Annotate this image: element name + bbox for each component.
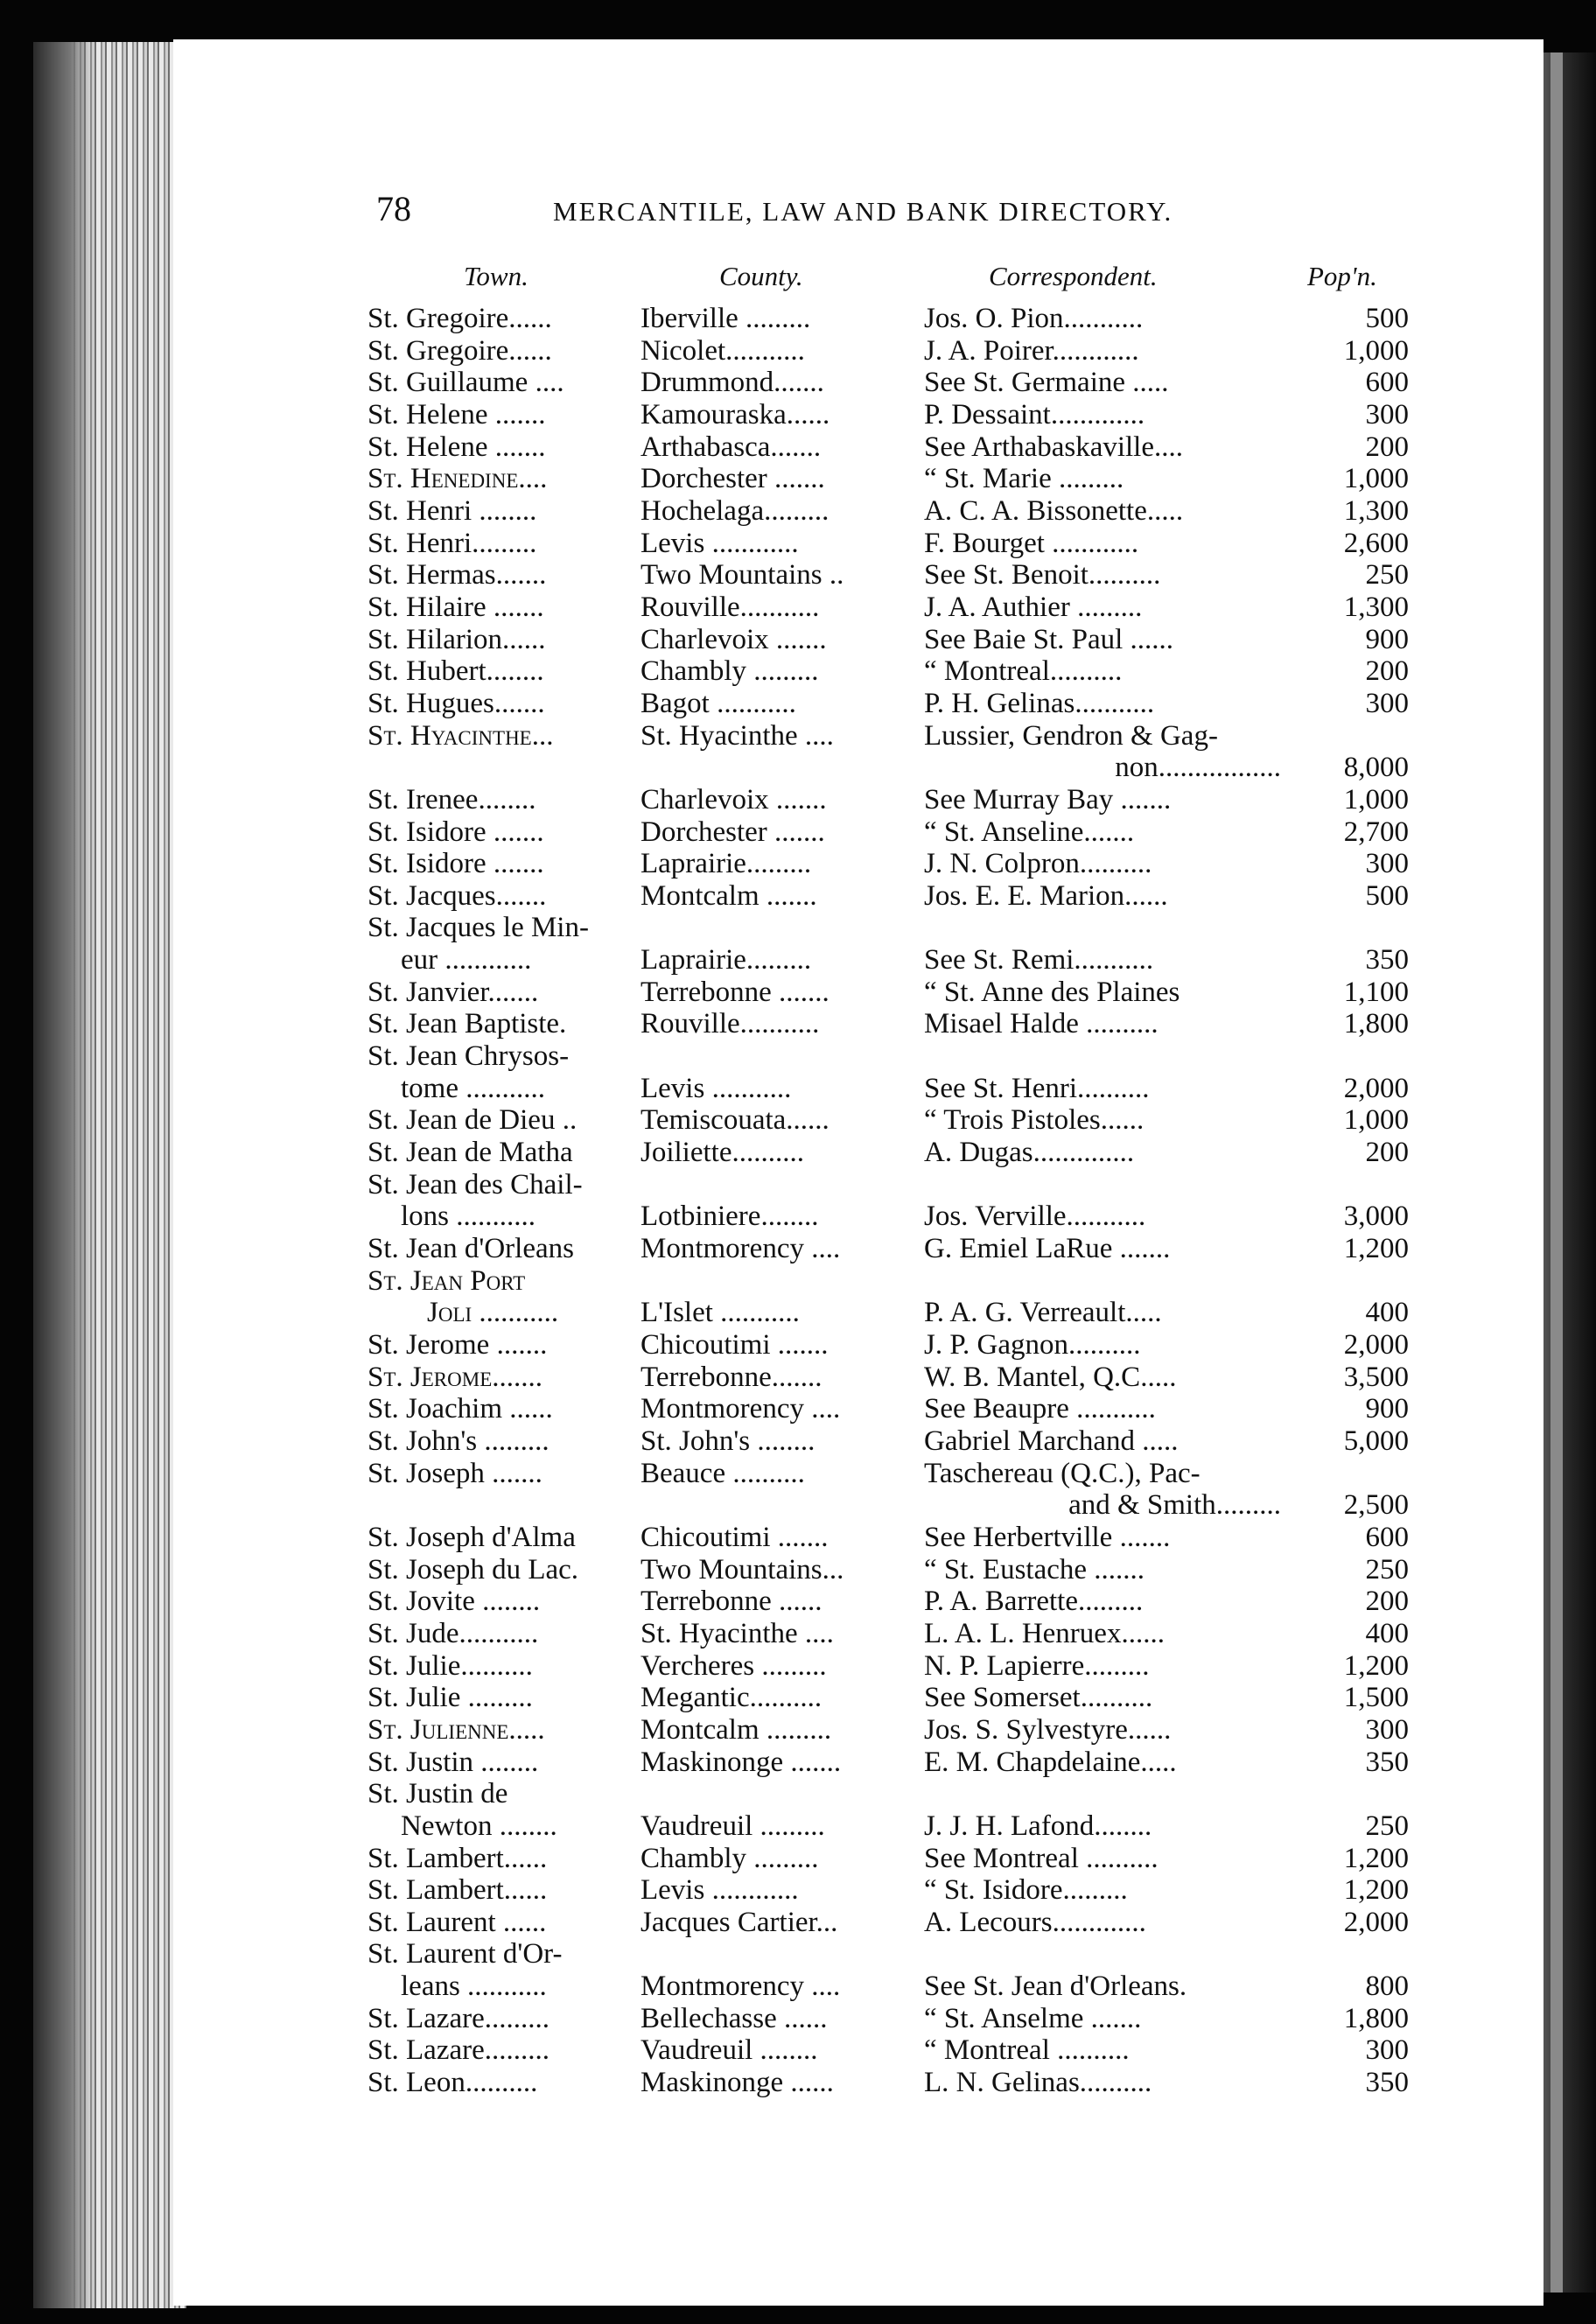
correspondent-cell: See St. Jean d'Orleans.	[924, 1970, 1187, 2003]
town-cell: St. Julienne.....	[368, 1713, 545, 1746]
town-cell: St. Hilarion......	[368, 623, 546, 655]
table-row	[0, 1586, 1596, 1618]
table-row	[0, 2034, 1596, 2067]
town-cell: Newton ........	[401, 1810, 557, 1842]
county-cell: Levis ............	[640, 527, 799, 559]
table-row	[0, 2067, 1596, 2099]
table-row	[0, 816, 1596, 849]
table-row	[0, 1393, 1596, 1425]
town-cell: St. Jean Chrysos-	[368, 1040, 570, 1073]
county-cell: Two Mountains...	[640, 1553, 844, 1586]
county-cell: Montmorency ....	[640, 1393, 841, 1425]
running-head: MERCANTILE, LAW AND BANK DIRECTORY.	[553, 196, 1173, 227]
population-cell: 900	[1365, 1393, 1409, 1425]
town-cell: St. Guillaume ....	[368, 367, 564, 399]
town-cell: St. Isidore .......	[368, 816, 544, 848]
table-row	[0, 1040, 1596, 1073]
county-cell: Chambly .........	[640, 655, 819, 688]
table-row	[0, 688, 1596, 720]
town-cell: St. Justin de	[368, 1778, 508, 1810]
correspondent-cell: See St. Henri..........	[924, 1072, 1150, 1104]
population-cell: 500	[1365, 303, 1409, 334]
county-cell: Montmorency ....	[640, 1970, 841, 2003]
county-cell: Montmorency ....	[640, 1233, 841, 1265]
page-number: 78	[376, 189, 411, 228]
population-cell: 5,000	[1343, 1424, 1409, 1457]
county-cell: Terrebonne ......	[640, 1586, 822, 1618]
correspondent-cell: See St. Benoit..........	[924, 559, 1161, 592]
correspondent-cell: J. A. Authier .........	[924, 591, 1143, 623]
population-cell: 250	[1365, 1553, 1409, 1586]
county-cell: Jacques Cartier...	[640, 1906, 838, 1938]
town-cell: St. Gregoire......	[368, 303, 552, 334]
population-cell: 300	[1365, 687, 1409, 719]
table-row	[0, 1329, 1596, 1362]
population-cell: 1,000	[1343, 1104, 1409, 1137]
correspondent-cell: Jos. O. Pion...........	[924, 303, 1144, 334]
table-row	[0, 1938, 1596, 1970]
table-row	[0, 1008, 1596, 1040]
county-cell: St. John's ........	[640, 1424, 816, 1457]
correspondent-cell: A. C. A. Bissonette.....	[924, 494, 1184, 527]
town-cell: St. Laurent ......	[368, 1906, 547, 1938]
county-cell: Levis ............	[640, 1874, 799, 1907]
correspondent-cell: L. A. L. Henruex......	[924, 1617, 1165, 1649]
column-header-town: Town.	[464, 261, 528, 291]
town-cell: St. Joseph du Lac.	[368, 1553, 579, 1586]
town-cell: St. Jean Baptiste.	[368, 1008, 567, 1040]
table-row	[0, 399, 1596, 431]
correspondent-cell: E. M. Chapdelaine.....	[924, 1746, 1177, 1778]
population-cell: 1,200	[1343, 1649, 1409, 1682]
town-cell: St. Jean d'Orleans	[368, 1233, 574, 1265]
table-row	[0, 944, 1596, 976]
table-row	[0, 784, 1596, 816]
table-row	[0, 1489, 1596, 1522]
town-cell: St. Gregoire......	[368, 334, 552, 367]
table-row	[0, 880, 1596, 913]
correspondent-cell: See Herbertville .......	[924, 1521, 1171, 1553]
town-cell: St. Hyacinthe...	[368, 719, 554, 752]
town-cell: St. Henri.........	[368, 527, 537, 559]
town-cell: St. John's .........	[368, 1424, 550, 1457]
population-cell: 8,000	[1343, 752, 1409, 784]
county-cell: Rouville...........	[640, 1008, 820, 1040]
population-cell: 200	[1365, 430, 1409, 463]
town-cell: Joli ...........	[427, 1297, 559, 1329]
table-row	[0, 1650, 1596, 1683]
population-cell: 800	[1365, 1970, 1409, 2003]
county-cell: Montcalm .......	[640, 879, 817, 912]
correspondent-cell: J. P. Gagnon..........	[924, 1329, 1141, 1361]
county-cell: Nicolet...........	[640, 334, 805, 367]
correspondent-cell: “ St. Anseline.......	[924, 816, 1135, 848]
population-cell: 1,100	[1343, 976, 1409, 1008]
county-cell: Hochelaga.........	[640, 494, 830, 527]
town-cell: St. Lazare.........	[368, 2002, 550, 2034]
table-row	[0, 1073, 1596, 1105]
correspondent-cell: A. Dugas..............	[924, 1137, 1135, 1169]
county-cell: Temiscouata......	[640, 1104, 830, 1137]
correspondent-cell: See St. Germaine .....	[924, 367, 1169, 399]
population-cell: 1,300	[1343, 591, 1409, 623]
table-row	[0, 655, 1596, 688]
table-row	[0, 1297, 1596, 1329]
county-cell: Iberville .........	[640, 303, 811, 334]
town-cell: St. Irenee........	[368, 783, 536, 816]
town-cell: St. Helene .......	[368, 398, 546, 430]
table-row	[0, 1522, 1596, 1554]
correspondent-cell: Jos. Verville...........	[924, 1200, 1146, 1233]
table-row	[0, 1907, 1596, 1939]
table-row	[0, 624, 1596, 656]
table-row	[0, 559, 1596, 592]
correspondent-cell: “ St. Isidore.........	[924, 1874, 1128, 1907]
town-cell: St. Lambert......	[368, 1874, 548, 1907]
population-cell: 1,300	[1343, 494, 1409, 527]
town-cell: St. Jean Port	[368, 1264, 526, 1297]
county-cell: L'Islet ...........	[640, 1297, 800, 1329]
county-cell: Chicoutimi .......	[640, 1329, 829, 1361]
column-header-population: Pop'n.	[1307, 261, 1377, 291]
directory-table	[0, 303, 1596, 2099]
county-cell: Lotbiniere........	[640, 1200, 819, 1233]
county-cell: Levis ...........	[640, 1072, 792, 1104]
correspondent-cell: “ St. Anselme .......	[924, 2002, 1142, 2034]
town-cell: St. Lazare.........	[368, 2034, 550, 2067]
town-cell: tome ...........	[401, 1072, 545, 1104]
table-row	[0, 1265, 1596, 1298]
correspondent-cell: J. A. Poirer............	[924, 334, 1139, 367]
county-cell: Joiliette..........	[640, 1137, 804, 1169]
table-row	[0, 1169, 1596, 1201]
population-cell: 200	[1365, 655, 1409, 688]
population-cell: 1,000	[1343, 783, 1409, 816]
correspondent-cell: “ Montreal..........	[924, 655, 1123, 688]
population-cell: 250	[1365, 559, 1409, 592]
correspondent-cell: Lussier, Gendron & Gag-	[924, 719, 1218, 752]
population-cell: 1,200	[1343, 1233, 1409, 1265]
town-cell: St. Leon..........	[368, 2067, 538, 2099]
county-cell: Terrebonne .......	[640, 976, 830, 1008]
correspondent-cell: See Somerset..........	[924, 1682, 1153, 1714]
population-cell: 300	[1365, 398, 1409, 430]
county-cell: Montcalm .........	[640, 1713, 832, 1746]
correspondent-cell: “ St. Anne des Plaines	[924, 976, 1180, 1008]
correspondent-cell: Gabriel Marchand .....	[924, 1424, 1179, 1457]
town-cell: St. Joseph .......	[368, 1457, 542, 1489]
town-cell: St. Hilaire .......	[368, 591, 544, 623]
correspondent-cell: P. H. Gelinas...........	[924, 687, 1155, 719]
town-cell: St. Jean de Dieu ..	[368, 1104, 578, 1137]
population-cell: 1,000	[1343, 463, 1409, 495]
table-row	[0, 303, 1596, 335]
population-cell: 300	[1365, 848, 1409, 880]
town-cell: St. Laurent d'Or-	[368, 1938, 563, 1970]
correspondent-cell: L. N. Gelinas..........	[924, 2067, 1152, 2099]
population-cell: 1,800	[1343, 2002, 1409, 2034]
correspondent-cell: J. J. H. Lafond........	[924, 1810, 1152, 1842]
table-row	[0, 720, 1596, 752]
table-row	[0, 1362, 1596, 1394]
county-cell: Bagot ...........	[640, 687, 796, 719]
table-row	[0, 2003, 1596, 2035]
table-row	[0, 976, 1596, 1009]
town-cell: St. Julie..........	[368, 1649, 533, 1682]
county-cell: Charlevoix .......	[640, 623, 827, 655]
correspondent-cell: and & Smith.........	[1068, 1489, 1281, 1522]
table-row	[0, 1458, 1596, 1490]
correspondent-cell: Misael Halde ..........	[924, 1008, 1158, 1040]
town-cell: St. Hubert........	[368, 655, 544, 688]
column-header-county: County.	[719, 261, 803, 291]
town-cell: St. Jude...........	[368, 1617, 539, 1649]
county-cell: Vaudreuil .........	[640, 1810, 825, 1842]
population-cell: 300	[1365, 2034, 1409, 2067]
town-cell: leans ...........	[401, 1970, 547, 2003]
table-row	[0, 1425, 1596, 1458]
table-row	[0, 1104, 1596, 1137]
table-row	[0, 367, 1596, 399]
population-cell: 500	[1365, 879, 1409, 912]
table-row	[0, 1778, 1596, 1810]
population-cell: 3,000	[1343, 1200, 1409, 1233]
population-cell: 900	[1365, 623, 1409, 655]
table-row	[0, 463, 1596, 495]
population-cell: 2,000	[1343, 1072, 1409, 1104]
town-cell: St. Joachim ......	[368, 1393, 553, 1425]
population-cell: 250	[1365, 1810, 1409, 1842]
correspondent-cell: Taschereau (Q.C.), Pac-	[924, 1457, 1200, 1489]
table-row	[0, 912, 1596, 944]
correspondent-cell: P. Dessaint.............	[924, 398, 1145, 430]
correspondent-cell: “ St. Marie .........	[924, 463, 1124, 495]
population-cell: 200	[1365, 1137, 1409, 1169]
column-header-correspondent: Correspondent.	[989, 261, 1158, 291]
town-cell: St. Jacques.......	[368, 879, 547, 912]
correspondent-cell: non.................	[1115, 752, 1281, 784]
population-cell: 2,500	[1343, 1489, 1409, 1522]
town-cell: St. Hermas.......	[368, 559, 547, 592]
correspondent-cell: W. B. Mantel, Q.C.....	[924, 1361, 1177, 1393]
correspondent-cell: J. N. Colpron..........	[924, 848, 1152, 880]
county-cell: Chambly .........	[640, 1842, 819, 1874]
town-cell: St. Jerome .......	[368, 1329, 548, 1361]
correspondent-cell: See Arthabaskaville....	[924, 430, 1184, 463]
correspondent-cell: P. A. G. Verreault.....	[924, 1297, 1162, 1329]
table-row	[0, 528, 1596, 560]
population-cell: 350	[1365, 1746, 1409, 1778]
population-cell: 2,000	[1343, 1906, 1409, 1938]
correspondent-cell: See Montreal ..........	[924, 1842, 1158, 1874]
county-cell: St. Hyacinthe ....	[640, 719, 834, 752]
county-cell: Vaudreuil ........	[640, 2034, 818, 2067]
correspondent-cell: “ St. Eustache .......	[924, 1553, 1145, 1586]
county-cell: Laprairie.........	[640, 848, 812, 880]
county-cell: Beauce ..........	[640, 1457, 805, 1489]
town-cell: St. Jean de Matha	[368, 1137, 573, 1169]
table-row	[0, 495, 1596, 528]
population-cell: 350	[1365, 944, 1409, 976]
county-cell: Maskinonge .......	[640, 1746, 842, 1778]
correspondent-cell: See St. Remi...........	[924, 944, 1154, 976]
town-cell: St. Joseph d'Alma	[368, 1521, 576, 1553]
table-row	[0, 335, 1596, 368]
correspondent-cell: G. Emiel LaRue .......	[924, 1233, 1171, 1265]
county-cell: Megantic..........	[640, 1682, 822, 1714]
population-cell: 1,000	[1343, 334, 1409, 367]
county-cell: Two Mountains ..	[640, 559, 844, 592]
population-cell: 600	[1365, 367, 1409, 399]
town-cell: St. Lambert......	[368, 1842, 548, 1874]
correspondent-cell: F. Bourget ............	[924, 527, 1139, 559]
town-cell: St. Hugues.......	[368, 687, 545, 719]
county-cell: Maskinonge ......	[640, 2067, 834, 2099]
table-row	[0, 752, 1596, 784]
table-row	[0, 1970, 1596, 2003]
population-cell: 2,700	[1343, 816, 1409, 848]
table-row	[0, 1233, 1596, 1265]
table-row	[0, 1200, 1596, 1233]
county-cell: Bellechasse ......	[640, 2002, 828, 2034]
population-cell: 200	[1365, 1586, 1409, 1618]
table-row	[0, 848, 1596, 880]
population-cell: 300	[1365, 1713, 1409, 1746]
population-cell: 400	[1365, 1617, 1409, 1649]
county-cell: Laprairie.........	[640, 944, 812, 976]
correspondent-cell: See Baie St. Paul ......	[924, 623, 1174, 655]
table-row	[0, 1843, 1596, 1875]
table-row	[0, 1810, 1596, 1843]
table-row	[0, 1874, 1596, 1907]
correspondent-cell: See Beaupre ...........	[924, 1393, 1156, 1425]
correspondent-cell: Jos. S. Sylvestyre......	[924, 1713, 1172, 1746]
county-cell: Dorchester .......	[640, 816, 825, 848]
town-cell: St. Janvier.......	[368, 976, 539, 1008]
population-cell: 1,200	[1343, 1842, 1409, 1874]
county-cell: Arthabasca.......	[640, 430, 822, 463]
table-row	[0, 1554, 1596, 1586]
town-cell: St. Julie .........	[368, 1682, 533, 1714]
town-cell: St. Jacques le Min-	[368, 912, 589, 944]
town-cell: St. Isidore .......	[368, 848, 544, 880]
town-cell: St. Jovite ........	[368, 1586, 541, 1618]
county-cell: Kamouraska......	[640, 398, 830, 430]
town-cell: eur ............	[401, 944, 532, 976]
table-row	[0, 592, 1596, 624]
town-cell: St. Helene .......	[368, 430, 546, 463]
town-cell: St. Justin ........	[368, 1746, 539, 1778]
town-cell: St. Jean des Chail-	[368, 1168, 583, 1200]
county-cell: St. Hyacinthe ....	[640, 1617, 834, 1649]
population-cell: 2,000	[1343, 1329, 1409, 1361]
population-cell: 1,500	[1343, 1682, 1409, 1714]
county-cell: Vercheres .........	[640, 1649, 827, 1682]
correspondent-cell: “ Montreal ..........	[924, 2034, 1130, 2067]
correspondent-cell: N. P. Lapierre.........	[924, 1649, 1150, 1682]
table-row	[0, 1137, 1596, 1169]
population-cell: 1,200	[1343, 1874, 1409, 1907]
county-cell: Chicoutimi .......	[640, 1521, 829, 1553]
table-row	[0, 1714, 1596, 1746]
population-cell: 350	[1365, 2067, 1409, 2099]
population-cell: 600	[1365, 1521, 1409, 1553]
population-cell: 1,800	[1343, 1008, 1409, 1040]
town-cell: lons ...........	[401, 1200, 536, 1233]
county-cell: Drummond.......	[640, 367, 824, 399]
population-cell: 400	[1365, 1297, 1409, 1329]
county-cell: Rouville...........	[640, 591, 820, 623]
correspondent-cell: A. Lecours.............	[924, 1906, 1146, 1938]
population-cell: 3,500	[1343, 1361, 1409, 1393]
town-cell: St. Jerome.......	[368, 1361, 542, 1393]
population-cell: 2,600	[1343, 527, 1409, 559]
correspondent-cell: “ Trois Pistoles......	[924, 1104, 1144, 1137]
county-cell: Charlevoix .......	[640, 783, 827, 816]
correspondent-cell: Jos. E. E. Marion......	[924, 879, 1168, 912]
table-row	[0, 1746, 1596, 1779]
correspondent-cell: P. A. Barrette.........	[924, 1586, 1144, 1618]
table-row	[0, 1618, 1596, 1650]
table-row	[0, 431, 1596, 464]
county-cell: Terrebonne.......	[640, 1361, 822, 1393]
correspondent-cell: See Murray Bay .......	[924, 783, 1172, 816]
town-cell: St. Henedine....	[368, 463, 548, 495]
county-cell: Dorchester .......	[640, 463, 825, 495]
town-cell: St. Henri ........	[368, 494, 537, 527]
table-row	[0, 1682, 1596, 1714]
